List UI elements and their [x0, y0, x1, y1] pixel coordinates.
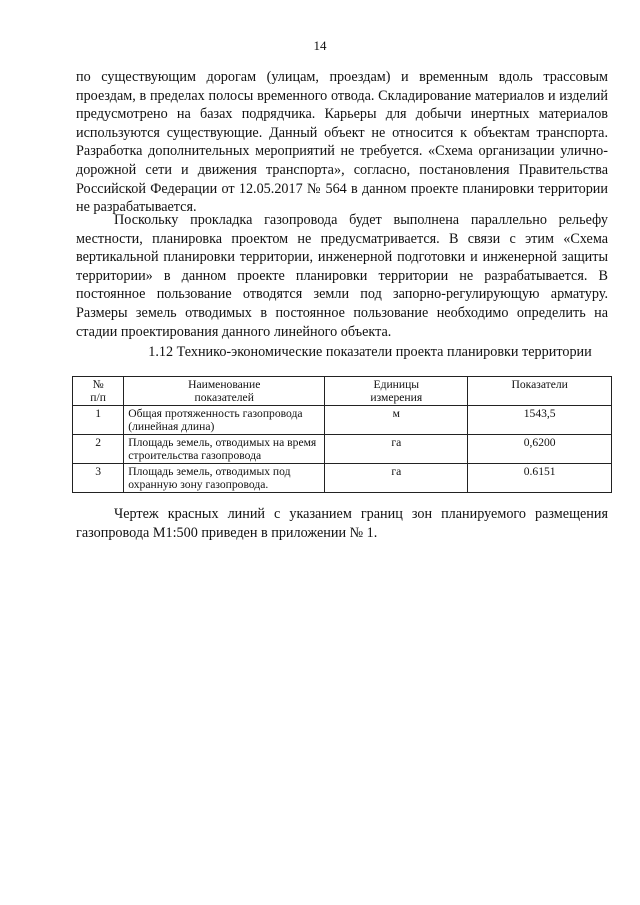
header-value [468, 377, 612, 406]
row-unit: га [325, 464, 468, 493]
paragraph-1: по существующим дорогам (улицам, проездам) и временным вдоль трассовым проездам, в пределах полосы временного отвода. Складирование материалов и изделий предусмотрено на базах подрядчика. Карьеры для добычи инертных материалов используются существующие. Данный объект не относится к объектам транспорта. Разработка дополнительных мероприятий не требуется. «Схема организации улично-дорожной сети и движения транспорта», согласно, постановления Правительства Российской Федерации от 12.05.2017 № 564 в данном проекте планировки территории не разрабатывается. [76, 69, 608, 216]
header-name-line1: Наименование [188, 378, 261, 391]
indicators-table [72, 376, 612, 493]
header-number [73, 377, 124, 406]
table-row [73, 406, 612, 435]
row-value: 0,6200 [468, 435, 612, 464]
table-header-row [73, 377, 612, 406]
paragraph-2-block [76, 211, 608, 341]
page-number: 14 [313, 38, 327, 53]
paragraph-3-block [76, 505, 608, 542]
row-name: Общая протяженность газопровода (линейная длина) [124, 406, 325, 435]
row-name: Площадь земель, отводимых на время строительства газопровода [124, 435, 325, 464]
header-unit [325, 377, 468, 406]
row-value: 1543,5 [468, 406, 612, 435]
table-row [73, 435, 612, 464]
header-name-line2: показателей [194, 391, 254, 404]
header-number-line2: п/п [90, 391, 106, 404]
row-number: 2 [73, 435, 124, 464]
paragraph-2: Поскольку прокладка газопровода будет выполнена параллельно рельефу местности, планировка проектом не предусматривается. В связи с этим «Схема вертикальной планировки территории, инженерной подготовки и инженерной защиты территории» в данном проекте планировки территории не разрабатывается. В постоянное пользование отводятся земли под запорно-регулирующую арматуру. Размеры земель отводимых в постоянное пользование необходимо определить на стадии проектирования данного линейного объекта. [76, 212, 608, 340]
header-value-text: Показатели [511, 378, 568, 391]
row-value: 0.6151 [468, 464, 612, 493]
row-unit: га [325, 435, 468, 464]
section-heading: 1.12 Технико-экономические показатели проекта планировки территории [148, 344, 592, 360]
table-row [73, 464, 612, 493]
row-number: 1 [73, 406, 124, 435]
row-name: Площадь земель, отводимых под охранную зону газопровода. [124, 464, 325, 493]
row-number: 3 [73, 464, 124, 493]
row-unit: м [325, 406, 468, 435]
paragraph-1-block [76, 68, 608, 217]
paragraph-3: Чертеж красных линий с указанием границ зон планируемого размещения газопровода М1:500 приведен в приложении № 1. [76, 506, 608, 541]
header-unit-line1: Единицы [373, 378, 420, 391]
header-unit-line2: измерения [370, 391, 423, 404]
header-name [124, 377, 325, 406]
header-number-line1: № [92, 378, 104, 391]
